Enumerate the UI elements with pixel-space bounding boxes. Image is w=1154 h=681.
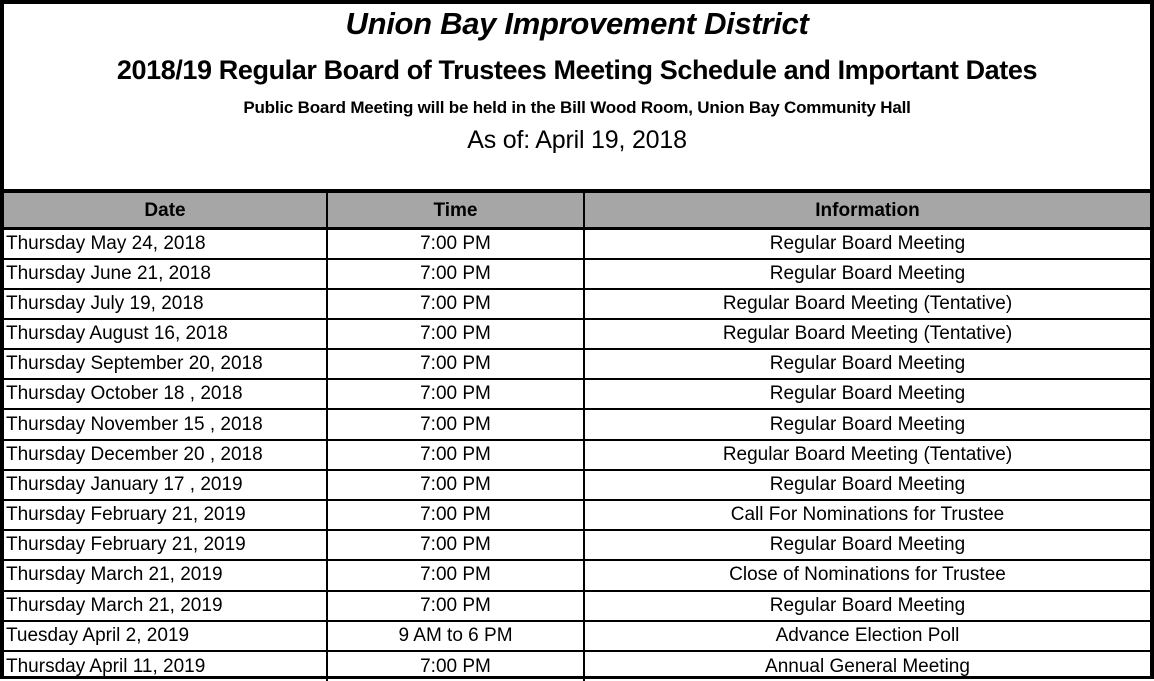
information-cell: Advance Election Poll [584,621,1150,651]
table-header-row [4,191,1150,228]
date-cell: Thursday December 20 , 2018 [4,440,327,470]
date-cell: Thursday February 21, 2019 [4,500,327,530]
as-of-date: As of: April 19, 2018 [467,126,687,154]
table-row [4,349,1150,379]
date-cell: Thursday March 21, 2019 [4,591,327,621]
information-cell: Close of Nominations for Trustee [584,560,1150,590]
table-row [4,259,1150,289]
information-cell: Annual General Meeting [584,651,1150,681]
time-cell: 7:00 PM [327,349,584,379]
date-cell: Thursday October 18 , 2018 [4,379,327,409]
date-cell: Thursday January 17 , 2019 [4,470,327,500]
date-cell: Thursday February 21, 2019 [4,530,327,560]
information-cell: Call For Nominations for Trustee [584,500,1150,530]
information-cell: Regular Board Meeting [584,349,1150,379]
information-cell: Regular Board Meeting (Tentative) [584,319,1150,349]
time-cell: 7:00 PM [327,591,584,621]
time-cell: 7:00 PM [327,379,584,409]
date-cell: Thursday September 20, 2018 [4,349,327,379]
table-row [4,591,1150,621]
district-title: Union Bay Improvement District [345,6,809,41]
time-cell: 7:00 PM [327,470,584,500]
time-cell: 7:00 PM [327,500,584,530]
information-cell: Regular Board Meeting (Tentative) [584,289,1150,319]
date-cell: Thursday April 11, 2019 [6,655,206,677]
time-cell: 7:00 PM [327,228,584,259]
table-row [4,530,1150,560]
time-cell: 7:00 PM [327,409,584,439]
date-cell: Thursday August 16, 2018 [4,319,327,349]
table-row [4,470,1150,500]
document-header [4,4,1150,189]
time-cell: 7:00 PM [327,319,584,349]
date-cell: Thursday May 24, 2018 [4,228,327,259]
time-cell: 7:00 PM [327,289,584,319]
column-header-date: Date [4,191,327,228]
time-cell: 7:00 PM [327,560,584,590]
table-row [4,500,1150,530]
time-cell: 7:00 PM [327,440,584,470]
table-row [4,621,1150,651]
column-header-information: Information [584,191,1150,228]
table-row [4,379,1150,409]
table-row [4,651,1150,681]
date-cell: Thursday November 15 , 2018 [4,409,327,439]
time-cell: 7:00 PM [327,530,584,560]
information-cell: Regular Board Meeting [584,259,1150,289]
time-cell: 7:00 PM [327,651,584,681]
information-cell: Regular Board Meeting [584,228,1150,259]
date-cell: Thursday June 21, 2018 [4,259,327,289]
date-cell: Tuesday April 2, 2019 [4,621,327,651]
table-row [4,228,1150,259]
information-cell: Regular Board Meeting (Tentative) [584,440,1150,470]
meeting-location: Public Board Meeting will be held in the Bill Wood Room, Union Bay Community Hall [243,98,911,117]
information-cell: Regular Board Meeting [584,470,1150,500]
table-row [4,560,1150,590]
table-row [4,409,1150,439]
table-row [4,440,1150,470]
time-cell: 9 AM to 6 PM [327,621,584,651]
date-cell: Thursday July 19, 2018 [4,289,327,319]
table-row [4,289,1150,319]
information-cell: Regular Board Meeting [584,530,1150,560]
column-header-time: Time [327,191,584,228]
schedule-table [4,189,1150,681]
information-cell: Regular Board Meeting [584,379,1150,409]
table-row [4,319,1150,349]
information-cell: Regular Board Meeting [584,409,1150,439]
information-cell: Regular Board Meeting [584,591,1150,621]
time-cell: 7:00 PM [327,259,584,289]
date-cell: Thursday March 21, 2019 [4,560,327,590]
schedule-subtitle: 2018/19 Regular Board of Trustees Meeting Schedule and Important Dates [116,55,1038,85]
